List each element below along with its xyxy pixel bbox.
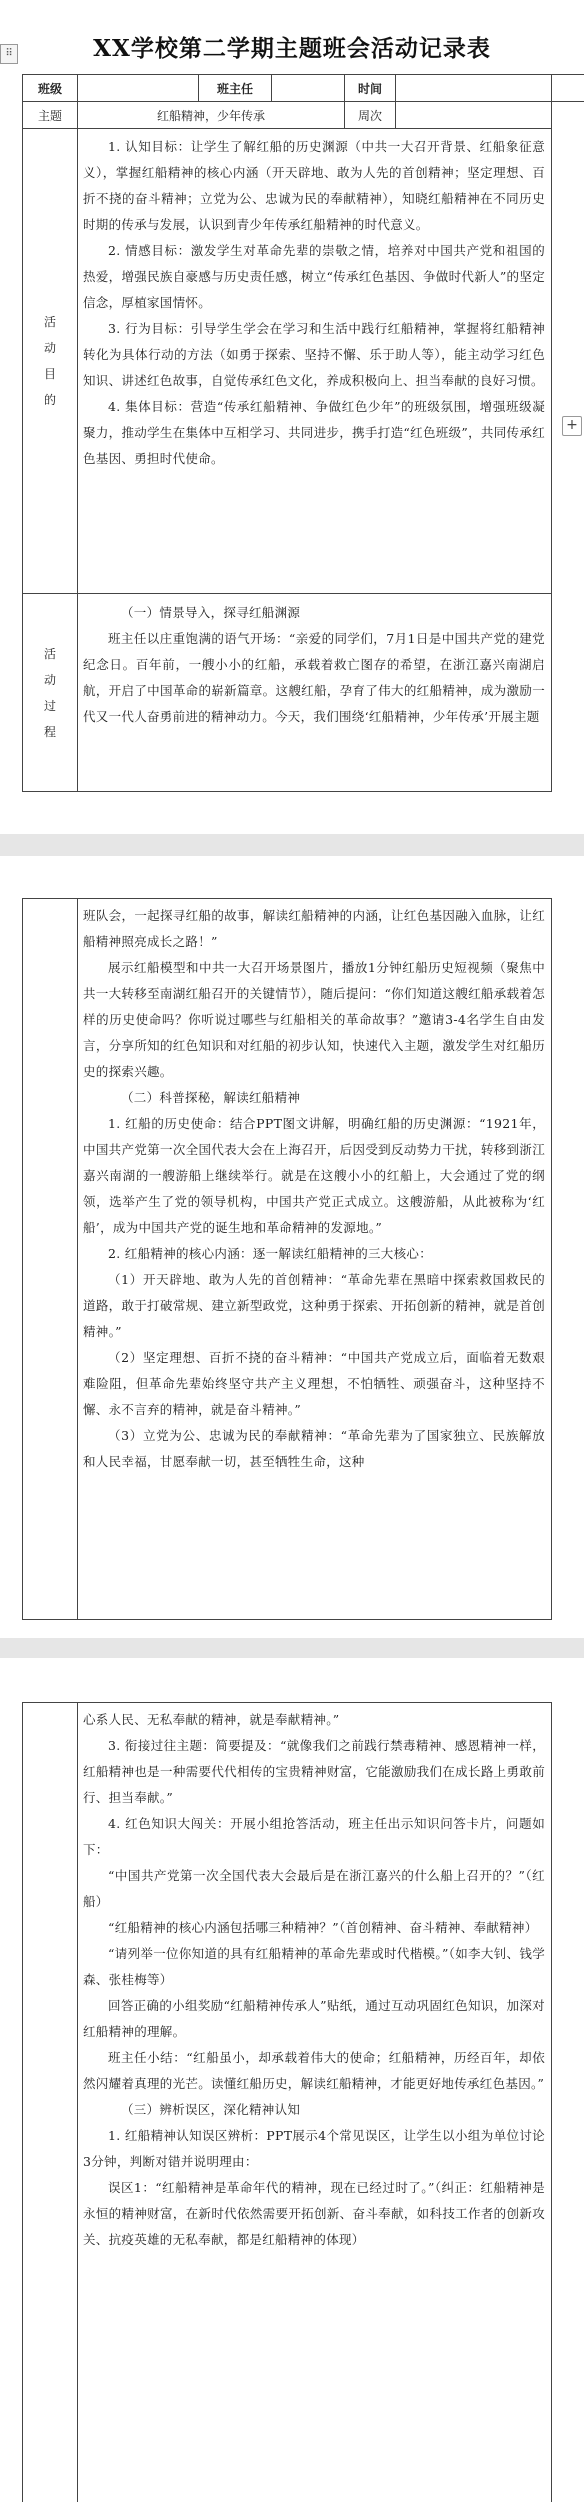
document-page-3 xyxy=(0,1658,584,2510)
goals-label-char: 动 xyxy=(43,340,56,355)
process-paragraph: （3）立党为公、忠诚为民的奉献精神：“革命先辈为了国家独立、民族解放和人民幸福，甘愿奉献一切，甚至牺牲生命，这种 xyxy=(83,1428,545,1469)
process-label xyxy=(23,594,78,791)
process-paragraph: 4. 红色知识大闯关：开展小组抢答活动，班主任出示知识问答卡片，问题如下： xyxy=(83,1816,545,1857)
process-content-page2[interactable] xyxy=(77,899,551,1475)
goal-paragraph: 3. 行为目标：引导学生学会在学习和生活中践行红船精神，掌握将红船精神转化为具体行动的方法（如勇于探索、坚持不懈、乐于助人等），能主动学习红色知识、讲述红色故事，自觉传承红色文化，养成积极向上、担当奉献的良好习惯。 xyxy=(83,321,545,388)
class-label: 班级 xyxy=(23,75,78,102)
goal-paragraph: 1. 认知目标：让学生了解红船的历史渊源（中共一大召开背景、红船象征意义），掌握红船精神的核心内涵（开天辟地、敢为人先的首创精神；坚定理想、百折不挠的奋斗精神；立党为公、忠诚为民的奉献精神），知晓红船精神在不同历史时期的传承与发展，认识到青少年传承红船精神的时代意义。 xyxy=(83,139,545,232)
goals-label-char: 的 xyxy=(43,392,56,407)
process-paragraph: 班主任小结：“红船虽小，却承载着伟大的使命；红船精神，历经百年，却依然闪耀着真理的光芒。读懂红船历史，解读红船精神，才能更好地传承红色基因。” xyxy=(83,2050,545,2091)
time-value[interactable] xyxy=(396,75,552,102)
process-paragraph: （1）开天辟地、敢为人先的首创精神：“革命先辈在黑暗中探索救国救民的道路，敢于打破常规、建立新型政党，这种勇于探索、开拓创新的精神，就是首创精神。” xyxy=(83,1272,545,1339)
process-label-char: 活 xyxy=(43,646,56,661)
section-heading: （一）情景导入，探寻红船渊源 xyxy=(121,605,301,620)
process-row-continued xyxy=(22,1702,552,2502)
document-title: XX学校第二学期主题班会活动记录表 xyxy=(93,35,491,62)
header-table xyxy=(22,74,552,129)
process-paragraph: 回答正确的小组奖励“红船精神传承人”贴纸，通过互动巩固红色知识，加深对红船精神的理解。 xyxy=(83,1998,545,2039)
process-paragraph: 1. 红船的历史使命：结合PPT图文讲解，明确红船的历史渊源：“1921年，中国共产党第一次全国代表大会在上海召开，后因受到反动势力干扰，转移到浙江嘉兴南湖的一艘游船上继续举行。就是在这艘小小的红船上，大会通过了党的纲领，选举产生了党的领导机构，中国共产党正式成立。这艘游船，从此被称为‘红船’，成为中国共产党的诞生地和革命精神的发源地。” xyxy=(83,1116,545,1235)
process-label-char: 程 xyxy=(43,724,56,739)
process-paragraph: “请列举一位你知道的具有红船精神的革命先辈或时代楷模。”（如李大钊、钱学森、张桂梅等） xyxy=(83,1946,545,1987)
header-table-overflow xyxy=(552,74,584,102)
goals-row xyxy=(22,128,552,594)
goal-paragraph: 2. 情感目标：激发学生对革命先辈的崇敬之情，培养对中国共产党和祖国的热爱，增强民族自豪感与历史责任感，树立“传承红色基因、争做时代新人”的坚定信念，厚植家国情怀。 xyxy=(83,243,545,310)
process-paragraph: 2. 红船精神的核心内涵：逐一解读红船精神的三大核心： xyxy=(108,1246,433,1261)
goals-label-char: 目 xyxy=(43,366,56,381)
process-label-empty xyxy=(23,899,78,1619)
week-value[interactable] xyxy=(396,102,552,129)
process-paragraph: 3. 衔接过往主题：简要提及：“就像我们之前践行禁毒精神、感恩精神一样，红船精神也是一种需要代代相传的宝贵精神财富，它能激励我们在成长路上勇敢前行、担当奉献。” xyxy=(83,1738,545,1805)
process-label-char: 动 xyxy=(43,672,56,687)
document-page-1 xyxy=(0,0,584,834)
process-content-page1[interactable] xyxy=(77,594,551,791)
process-paragraph: “红船精神的核心内涵包括哪三种精神？”（首创精神、奋斗精神、奉献精神） xyxy=(108,1920,538,1935)
goals-label-char: 活 xyxy=(43,314,56,329)
process-row-continued xyxy=(22,898,552,1620)
topic-label: 主题 xyxy=(23,102,78,129)
process-label-empty xyxy=(23,1703,78,2502)
table-move-handle-icon[interactable]: ⠿ xyxy=(0,44,18,64)
section-heading: （二）科普探秘，解读红船精神 xyxy=(121,1090,301,1105)
teacher-value[interactable] xyxy=(272,75,345,102)
class-value[interactable] xyxy=(78,75,199,102)
process-paragraph: 误区1：“红船精神是革命年代的精神，现在已经过时了。”（纠正：红船精神是永恒的精神财富，在新时代依然需要开拓创新、奋斗奉献，如科技工作者的创新攻关、抗疫英雄的无私奉献，都是红船精神的体现） xyxy=(83,2180,545,2247)
goals-label xyxy=(23,128,78,593)
add-column-plus-icon[interactable]: + xyxy=(562,416,582,436)
process-paragraph: 心系人民、无私奉献的精神，就是奉献精神。” xyxy=(83,1712,340,1727)
topic-value[interactable]: 红船精神，少年传承 xyxy=(78,102,345,129)
process-row xyxy=(22,594,552,792)
week-label: 周次 xyxy=(345,102,396,129)
process-paragraph: 1. 红船精神认知误区辨析：PPT展示4个常见误区，让学生以小组为单位讨论3分钟，判断对错并说明理由： xyxy=(83,2128,545,2169)
teacher-label: 班主任 xyxy=(199,75,272,102)
process-paragraph: （2）坚定理想、百折不挠的奋斗精神：“中国共产党成立后，面临着无数艰难险阻，但革命先辈始终坚守共产主义理想，不怕牺牲、顽强奋斗，这种坚持不懈、永不言弃的精神，就是奋斗精神。” xyxy=(83,1350,545,1417)
time-label: 时间 xyxy=(345,75,396,102)
process-paragraph: 班队会，一起探寻红船的故事，解读红船精神的内涵，让红色基因融入血脉，让红船精神照亮成长之路！” xyxy=(83,908,545,949)
goal-paragraph: 4. 集体目标：营造“传承红船精神、争做红色少年”的班级氛围，增强班级凝聚力，推动学生在集体中互相学习、共同进步，携手打造“红色班级”，共同传承红色基因、勇担时代使命。 xyxy=(83,399,545,466)
process-paragraph: 展示红船模型和中共一大召开场景图片，播放1分钟红船历史短视频（聚焦中共一大转移至南湖红船召开的关键情节），随后提问：“你们知道这艘红船承载着怎样的历史使命吗？你听说过哪些与红船相关的革命故事？”邀请3-4名学生自由发言，分享所知的红色知识和对红船的初步认知，快速代入主题，激发学生对红船历史的探索兴趣。 xyxy=(83,960,545,1079)
process-paragraph: 班主任以庄重饱满的语气开场：“亲爱的同学们，7月1日是中国共产党的建党纪念日。百年前，一艘小小的红船，承载着救亡图存的希望，在浙江嘉兴南湖启航，开启了中国革命的崭新篇章。这艘红船，孕育了伟大的红船精神，成为激励一代又一代人奋勇前进的精神动力。今天，我们围绕‘红船精神，少年传承’开展主题 xyxy=(83,631,545,724)
document-page-2 xyxy=(0,856,584,1638)
process-content-page3[interactable] xyxy=(77,1703,551,2253)
process-paragraph: “中国共产党第一次全国代表大会最后是在浙江嘉兴的什么船上召开的？”（红船） xyxy=(83,1868,545,1909)
process-label-char: 过 xyxy=(43,698,56,713)
goals-content[interactable] xyxy=(77,128,551,593)
section-heading: （三）辨析误区，深化精神认知 xyxy=(121,2102,301,2117)
